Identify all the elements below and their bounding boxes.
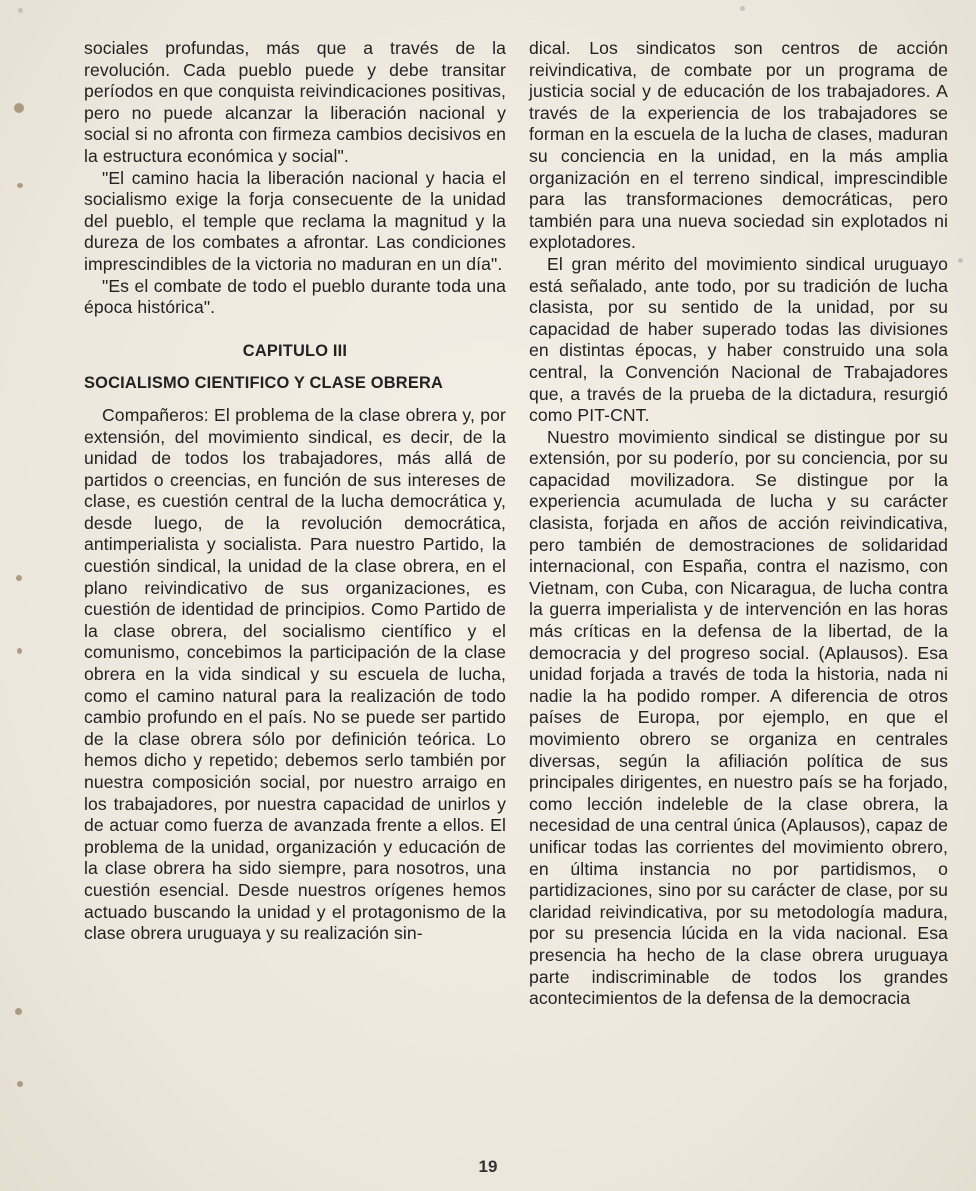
binding-hole-mark	[17, 183, 23, 188]
paragraph: sociales profundas, más que a través de la revolución. Cada pueblo puede y debe transitar períodos en que conquista reivindicaciones positivas, pero no puede alcanzar la liberación nacional y social si no afronta con firmeza cambios decisivos en la estructura económica y social".	[84, 38, 506, 166]
paragraph: dical. Los sindicatos son centros de acción reivindicativa, de combate por un programa de justicia social y de educación de los trabajadores. A través de la experiencia de los trabajadores se forman en la escuela de la lucha de clases, maduran su conciencia en la unidad, en la más amplia organización en el terreno sindical, imprescindible para las transformaciones democráticas, pero también para una nueva sociedad sin explotados ni explotadores.	[529, 38, 948, 253]
paper-speck	[958, 258, 963, 263]
paragraph: Nuestro movimiento sindical se distingue por su extensión, por su poderío, por su conciencia, por su capacidad movilizadora. Se distingue por la experiencia acumulada de lucha y su carácter clasista, forjada en años de acción reivindicativa, pero también de demostraciones de solidaridad internacional, con España, contra el nazismo, con Vietnam, con Cuba, con Nicaragua, de lucha contra la guerra imperialista y de intervención en las horas más críticas en la defensa de la libertad, de la democracia y del progreso social. (Aplausos). Esa unidad forjada a través de toda la historia, nada ni nadie la ha podido romper. A diferencia de otros países de Europa, por ejemplo, en que el movimiento obrero se organiza en centrales diversas, según la afiliación política de sus principales dirigentes, en nuestro país se ha forjado, como lección indeleble de la clase obrera, la necesidad de una central única (Aplausos), capaz de unificar todas las corrientes del movimiento obrero, en última instancia no por partidismos, o partidizaciones, sino por su carácter de clase, por su claridad reivindicativa, por su metodología madura, por su presencia lúcida en la vida nacional. Esa presencia ha hecho de la clase obrera uruguaya parte indiscriminable de todos los grandes acontecimientos de la defensa de la democracia	[529, 426, 948, 1009]
binding-hole-mark	[17, 1081, 23, 1087]
page-number: 19	[478, 1157, 498, 1176]
binding-hole-mark	[16, 575, 22, 581]
paragraph: "Es el combate de todo el pueblo durante toda una época histórica".	[84, 275, 506, 318]
chapter-number-heading: CAPITULO III	[242, 341, 348, 360]
paragraph: Compañeros: El problema de la clase obrera y, por extensión, del movimiento sindical, es decir, de la unidad de todos los trabajadores, más allá de partidos o creencias, en función de sus intereses de clase, es cuestión central de la lucha democrática y, desde luego, de la revolución democrática, antimperialista y socialista. Para nuestro Partido, la cuestión sindical, la unidad de la clase obrera, en el plano reivindicativo de sus organizaciones, es cuestión de identidad de principios. Como Partido de la clase obrera, del socialismo científico y el comunismo, concebimos la participación de la clase obrera en la vida sindical y su escuela de lucha, como el camino natural para la realización de todo cambio profundo en el país. No se puede ser partido de la clase obrera sólo por definición teórica. Lo hemos dicho y repetido; debemos serlo también por nuestra composición social, por nuestro arraigo en los trabajadores, por nuestra capacidad de unirlos y de actuar como fuerza de avanzada frente a ellos. El problema de la unidad, organización y educación de la clase obrera ha sido siempre, para nosotros, una cuestión esencial. Desde nuestros orígenes hemos actuado buscando la unidad y el protagonismo de la clase obrera uruguaya y su realización sin-	[84, 404, 506, 944]
chapter-title-heading: SOCIALISMO CIENTIFICO Y CLASE OBRERA	[84, 374, 444, 393]
paper-speck	[740, 6, 745, 11]
binding-hole-mark	[15, 1008, 22, 1015]
left-text-column	[84, 38, 506, 945]
paragraph: "El camino hacia la liberación nacional y hacia el socialismo exige la forja consecuente de la unidad del pueblo, el temple que reclama la magnitud y la dureza de los combates a afrontar. Las condiciones imprescindibles de la victoria no maduran en un día".	[84, 167, 506, 274]
right-text-column	[529, 38, 948, 1010]
binding-hole-mark	[17, 648, 22, 654]
paper-speck	[18, 8, 23, 13]
binding-hole-mark	[14, 103, 24, 113]
paragraph: El gran mérito del movimiento sindical uruguayo está señalado, ante todo, por su tradición de lucha clasista, por su sentido de la unidad, por su capacidad de haber superado todas las divisiones en distintas épocas, y haber construido una sola central, la Convención Nacional de Trabajadores que, a través de la prueba de la dictadura, resurgió como PIT-CNT.	[529, 253, 948, 426]
